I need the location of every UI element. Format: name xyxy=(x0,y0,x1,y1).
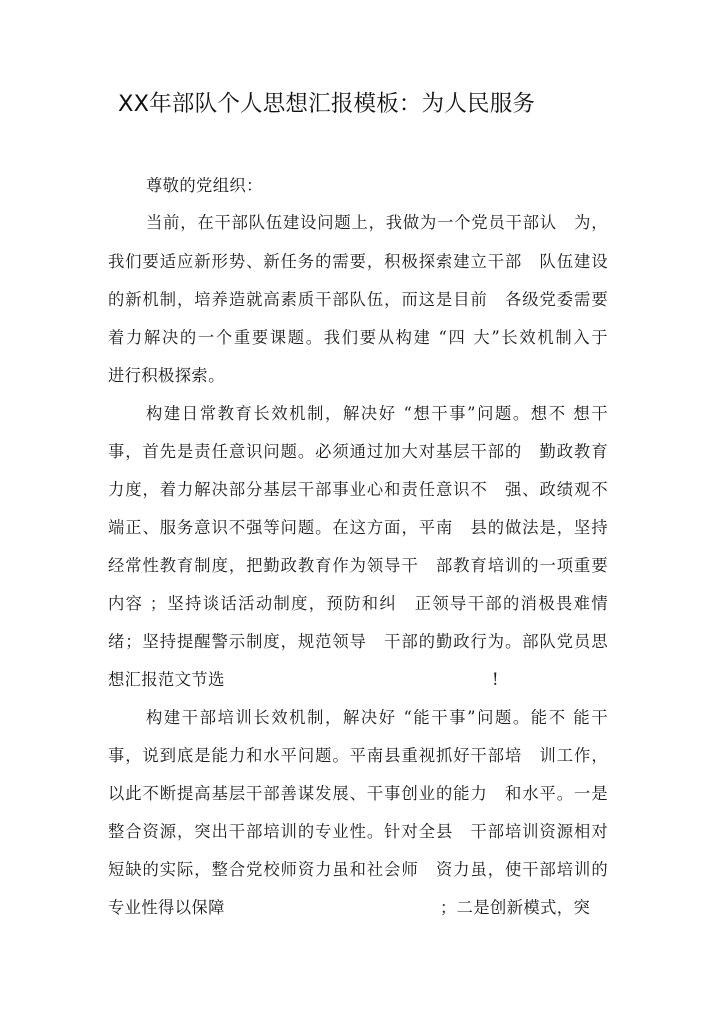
paragraph-line: 专业性得以保障 xyxy=(108,898,225,917)
paragraph-line-tail: ；二是创新模式，突 xyxy=(440,898,591,917)
paragraph-line: 经常性教育制度，把勤政教育作为领导干 部教育培训的一项重要 xyxy=(108,556,608,575)
paragraph-line: 构建干部培训长效机制，解决好 “能干事”问题。能不 能干 xyxy=(146,708,608,727)
paragraph-line: 想汇报范文节选 xyxy=(108,670,225,689)
paragraph-line: 事，说到底是能力和水平问题。平南县重视抓好干部培 训工作， xyxy=(108,746,608,765)
paragraph-line: 绪；坚持提醒警示制度，规范领导 干部的勤政行为。部队党员思 xyxy=(108,632,608,651)
paragraph-line: 我们要适应新形势、新任务的需要，积极探索建立干部 队伍建设 xyxy=(108,252,608,271)
paragraph-line: 着力解决的一个重要课题。我们要从构建 “四 大”长效机制入于 xyxy=(108,328,608,347)
paragraph-line: 以此不断提高基层干部善谋发展、干事创业的能力 和水平。一是 xyxy=(108,784,608,803)
paragraph-line: 力度，着力解决部分基层干部事业心和责任意识不 强、政绩观不 xyxy=(108,480,608,499)
paragraph-line: 构建日常教育长效机制，解决好 “想干事”问题。想不 想干 xyxy=(146,404,608,423)
document-title: XX年部队个人思想汇报模板：为人民服务 xyxy=(118,91,536,117)
salutation-line: 尊敬的党组织： xyxy=(146,176,263,195)
paragraph-line: 事，首先是责任意识问题。必须通过加大对基层干部的 勤政教育 xyxy=(108,442,608,461)
paragraph-line: 整合资源，突出干部培训的专业性。针对全县 干部培训资源相对 xyxy=(108,822,608,841)
exclamation-mark: ! xyxy=(492,670,499,689)
paragraph-line: 当前，在干部队伍建设问题上，我做为一个党员干部认 为， xyxy=(146,213,608,232)
paragraph-line: 内容 ；坚持谈话活动制度，预防和纠 正领导干部的消极畏难情 xyxy=(108,594,608,613)
paragraph-line: 端正、服务意识不强等问题。在这方面，平南 县的做法是，坚持 xyxy=(108,518,608,537)
paragraph-line: 进行积极探索。 xyxy=(108,366,225,385)
paragraph-line: 的新机制，培养造就高素质干部队伍，而这是目前 各级党委需要 xyxy=(108,290,608,309)
paragraph-line: 短缺的实际，整合党校师资力虽和社会师 资力虽，使干部培训的 xyxy=(108,860,608,879)
